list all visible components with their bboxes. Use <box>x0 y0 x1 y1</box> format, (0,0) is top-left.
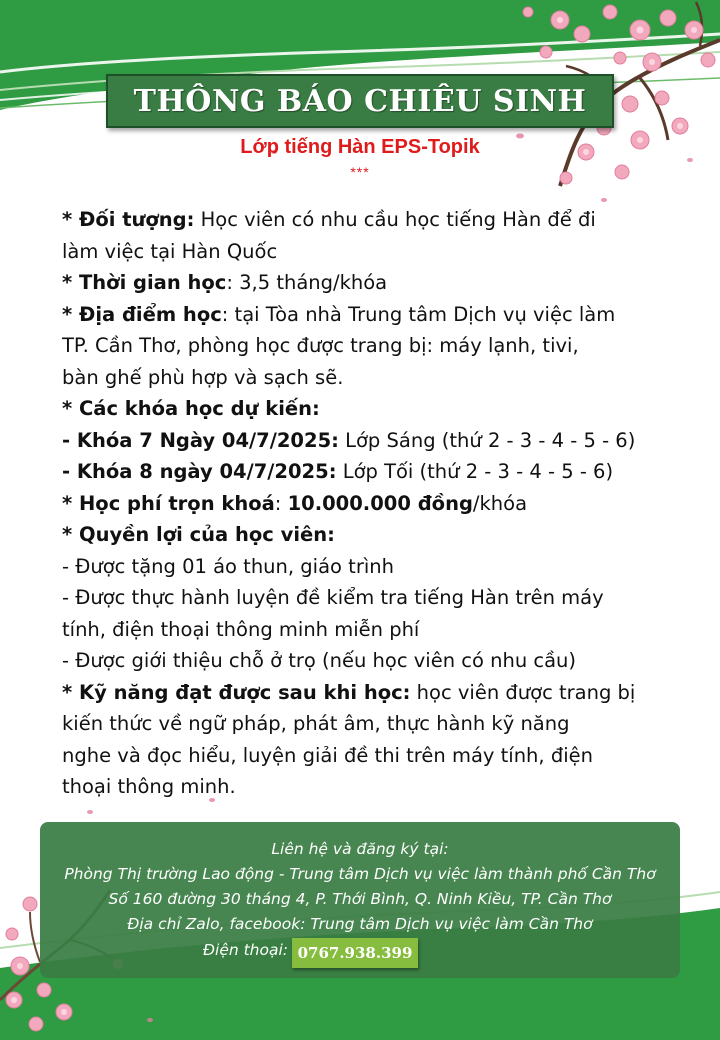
location-text: : tại Tòa nhà Trung tâm Dịch vụ việc làm <box>221 302 616 326</box>
audience-line-2: làm việc tại Hàn Quốc <box>62 239 278 263</box>
benefit-item: - Được tặng 01 áo thun, giáo trình <box>62 554 394 578</box>
skills-label: * Kỹ năng đạt được sau khi học: <box>62 680 411 704</box>
phone-number[interactable]: 0767.938.399 <box>292 938 418 968</box>
page-title: THÔNG BÁO CHIÊU SINH <box>133 83 587 119</box>
title-divider: *** <box>350 164 370 180</box>
contact-box <box>40 822 680 978</box>
skills-line-2: kiến thức về ngữ pháp, phát âm, thực hành kỹ năng <box>62 712 570 735</box>
benefit-item: - Được giới thiệu chỗ ở trọ (nếu học viên có nhu cầu) <box>62 649 577 672</box>
location-line-2: TP. Cần Thơ, phòng học được trang bị: máy lạnh, tivi, <box>62 334 579 357</box>
location-label: * Địa điểm học <box>62 302 222 326</box>
course-subtitle: Lớp tiếng Hàn EPS-Topik <box>240 136 480 158</box>
course-8-label: - Khóa 8 ngày 04/7/2025: <box>62 460 337 483</box>
benefit-item: - Được thực hành luyện đề kiểm tra tiếng Hàn trên máy <box>62 586 604 609</box>
contact-social: Địa chỉ Zalo, facebook: Trung tâm Dịch vụ việc làm Cần Thơ <box>127 915 593 933</box>
course-8-line <box>62 456 662 488</box>
announcement-body <box>62 204 662 803</box>
location-line-3: bàn ghế phù hợp và sạch sẽ. <box>62 365 344 389</box>
fee-unit: /khóa <box>472 491 528 515</box>
course-7-text: Lớp Sáng (thứ 2 - 3 - 4 - 5 - 6) <box>338 428 636 452</box>
course-7-line <box>62 425 662 457</box>
contact-heading: Liên hệ và đăng ký tại: <box>271 840 449 858</box>
location-line <box>62 299 662 331</box>
course-8-text: Lớp Tối (thứ 2 - 3 - 4 - 5 - 6) <box>336 460 614 483</box>
audience-line <box>62 204 662 236</box>
skills-line-3: nghe và đọc hiểu, luyện giải đề thi trên máy tính, điện <box>62 743 593 767</box>
benefit-item-cont: tính, điện thoại thông minh miễn phí <box>62 617 420 641</box>
audience-label: * Đối tượng: <box>62 208 195 231</box>
courses-heading: * Các khóa học dự kiến: <box>62 397 320 420</box>
benefits-heading: * Quyền lợi của học viên: <box>62 523 335 546</box>
duration-text: : 3,5 tháng/khóa <box>226 271 388 294</box>
duration-line <box>62 267 662 299</box>
skills-line <box>62 677 662 709</box>
course-7-label: - Khóa 7 Ngày 04/7/2025: <box>62 428 339 452</box>
skills-line-4: thoại thông minh. <box>62 775 236 798</box>
skills-text: học viên được trang bị <box>410 680 636 704</box>
title-banner <box>106 74 614 128</box>
contact-organization: Phòng Thị trường Lao động - Trung tâm Dịch vụ việc làm thành phố Cần Thơ <box>64 865 656 883</box>
contact-address: Số 160 đường 30 tháng 4, P. Thới Bình, Q. Ninh Kiều, TP. Cần Thơ <box>108 890 612 908</box>
fee-label: * Học phí trọn khoá <box>62 491 275 515</box>
fee-line: * Học phí trọn khoá: 10.000.000 đồng/khóa <box>62 491 528 515</box>
duration-label: * Thời gian học <box>62 271 227 294</box>
phone-label: Điện thoại: <box>203 941 289 959</box>
audience-text: Học viên có nhu cầu học tiếng Hàn để đi <box>194 208 596 231</box>
fee-amount: 10.000.000 đồng <box>287 491 473 515</box>
